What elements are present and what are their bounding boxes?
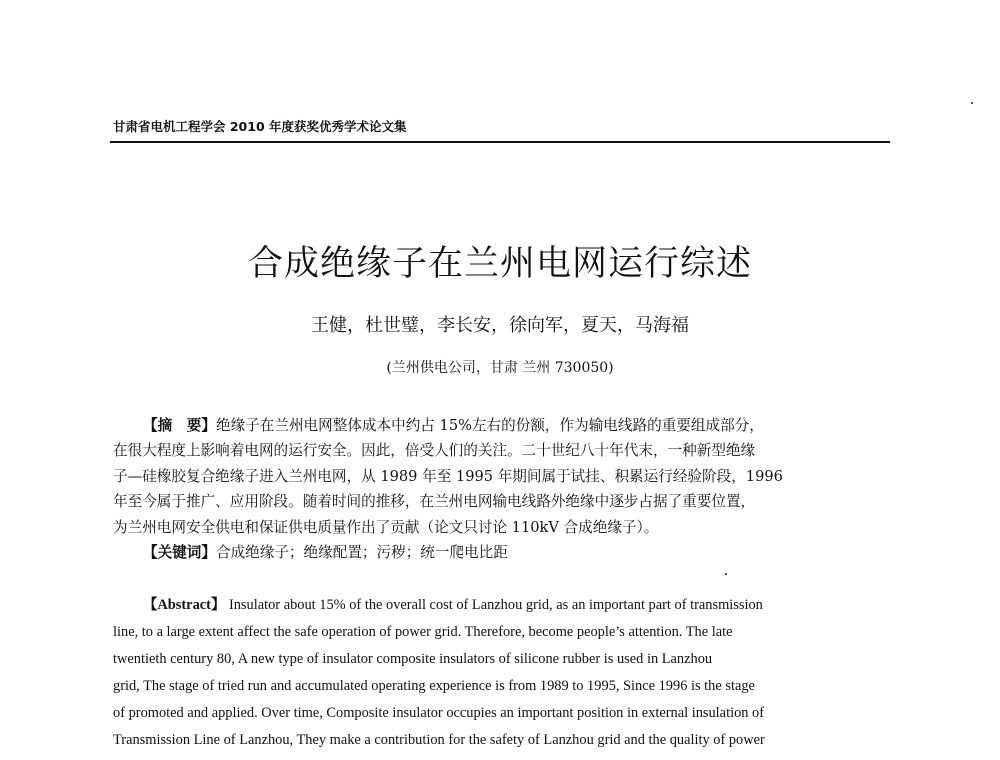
scan-speck [725, 573, 727, 575]
abstract-en-line: of promoted and applied. Over time, Composite insulator occupies an important position in external insulation of [113, 705, 765, 721]
abstract-en-line: grid, The stage of tried run and accumulated operating experience is from 1989 to 1995, Since 1996 is the stage [113, 678, 755, 694]
abstract-en-line: twentieth century 80, A new type of insulator composite insulators of silicone rubber is used in Lanzhou [113, 651, 713, 667]
abstract-cn-line: 在很大程度上影响着电网的运行安全。因此，倍受人们的关注。二十世纪八十年代末，一种新型绝缘 [113, 442, 756, 460]
abstract-cn-line: 子—硅橡胶复合绝缘子进入兰州电网，从 1989 年至 1995 年期间属于试挂、积累运行经验阶段，1996 [113, 467, 783, 485]
running-header: 甘肃省电机工程学会 2010 年度获奖优秀学术论文集 [113, 119, 407, 134]
abstract-cn-line [113, 413, 890, 438]
paper-title: 合成绝缘子在兰州电网运行综述 [247, 244, 752, 284]
abstract-en-label: 【Abstract】 [143, 597, 226, 613]
abstract-english [113, 592, 890, 754]
keywords-cn [113, 540, 890, 565]
keywords-cn-label: 【关键词】 [143, 544, 216, 562]
abstract-chinese [113, 413, 890, 565]
abstract-cn-label: 【摘 要】 [143, 417, 216, 434]
scan-speck [971, 102, 973, 104]
abstract-cn-line: 年至今属于推广、应用阶段。随着时间的推移，在兰州电网输电线路外绝缘中逐步占据了重要位置， [113, 493, 756, 511]
header-rule [110, 141, 890, 143]
paper-authors: 王健，杜世璧，李长安，徐向军，夏天，马海福 [311, 315, 689, 336]
abstract-en-line [113, 592, 890, 619]
abstract-cn-text: 绝缘子在兰州电网整体成本中约占 15%左右的份额，作为输电线路的重要组成部分， [215, 417, 764, 434]
abstract-cn-line: 为兰州电网安全供电和保证供电质量作出了贡献（论文只讨论 110kV 合成绝缘子）。 [113, 518, 659, 536]
abstract-en-text: Insulator about 15% of the overall cost of Lanzhou grid, as an important part of transmission [225, 597, 763, 613]
abstract-en-line: Transmission Line of Lanzhou, They make a contribution for the safety of Lanzhou grid and the quality of power [113, 732, 765, 748]
paper-affiliation: (兰州供电公司，甘肃 兰州 730050) [386, 360, 614, 376]
abstract-en-line: line, to a large extent affect the safe operation of power grid. Therefore, become people’s attention. The late [113, 624, 733, 640]
keywords-cn-text: 合成绝缘子；绝缘配置；污秽；统一爬电比距 [215, 544, 508, 562]
